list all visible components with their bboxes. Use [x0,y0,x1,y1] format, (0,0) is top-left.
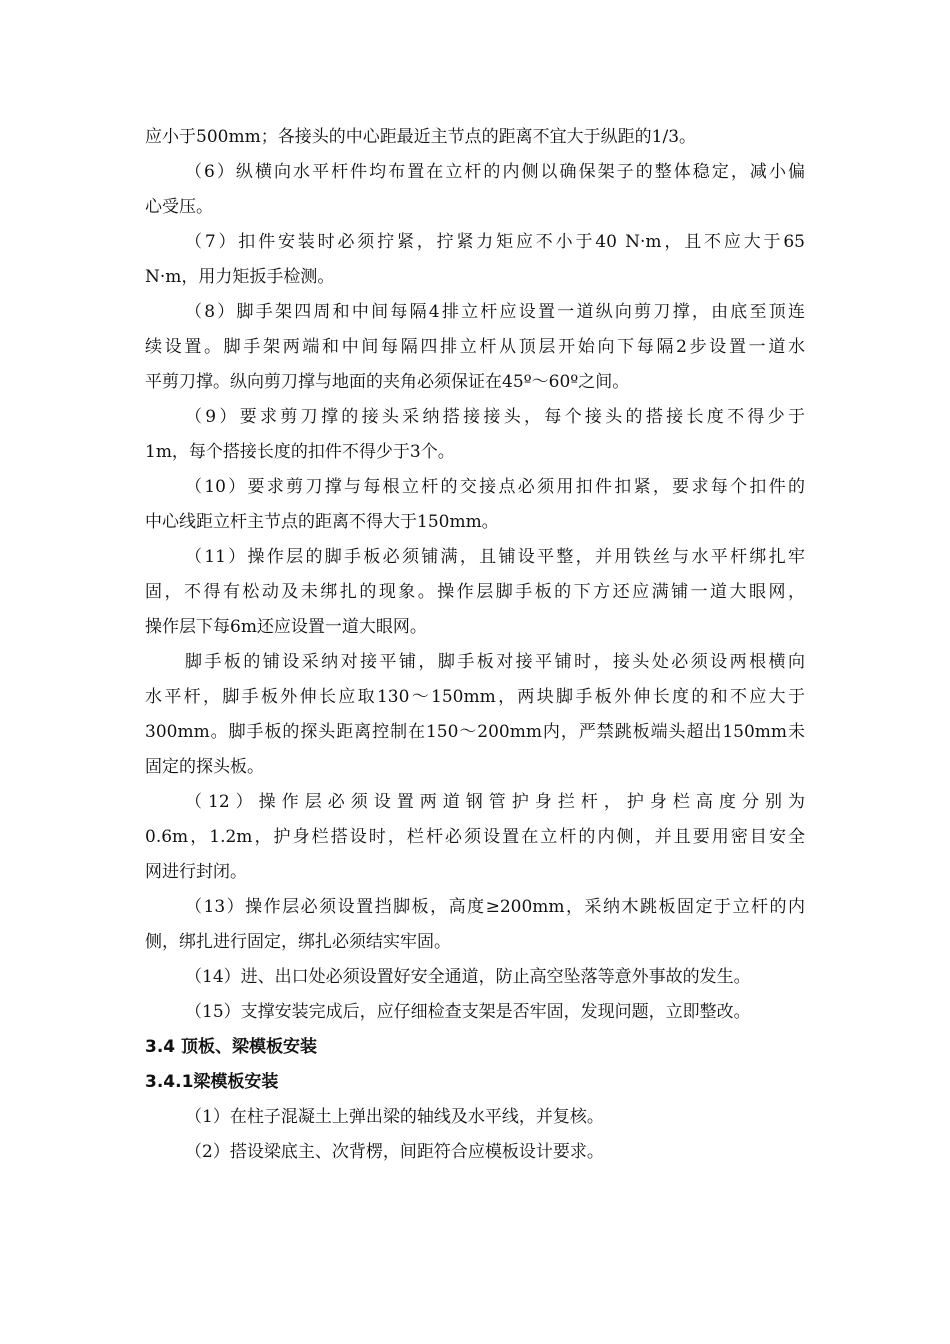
text-line: （10）要求剪刀撑与每根立杆的交接点必须用扣件扣紧，要求每个扣件的 [185,477,805,497]
text-line: （1）在柱子混凝土上弹出梁的轴线及水平线，并复核。 [185,1107,604,1127]
text-line: （7）扣件安装时必须拧紧，拧紧力矩应不小于40 N·m，且不应大于65 [185,232,805,252]
text-line: （13）操作层必须设置挡脚板，高度≥200mm，采纳木跳板固定于立杆的内 [185,897,805,917]
subsection-heading: 3.4.1梁模板安装 [145,1072,279,1092]
text-line: 固定的探头板。 [145,757,264,777]
text-line: 网进行封闭。 [145,862,247,882]
text-line: （12）操作层必须设置两道钢管护身拦杆，护身栏高度分别为 [185,792,805,812]
text-line: 侧，绑扎进行固定，绑扎必须结实牢固。 [145,932,451,952]
text-line: （14）进、出口处必须设置好安全通道，防止高空坠落等意外事故的发生。 [185,967,751,987]
text-line: 中心线距立杆主节点的距离不得大于150mm。 [145,512,499,532]
text-line: 固，不得有松动及未绑扎的现象。操作层脚手板的下方还应满铺一道大眼网， [145,582,805,602]
text-line: 1m，每个搭接长度的扣件不得少于3个。 [145,442,455,462]
text-line: 操作层下每6m还应设置一道大眼网。 [145,617,427,637]
text-line: 平剪刀撑。纵向剪刀撑与地面的夹角必须保证在45º～60º之间。 [145,372,630,392]
text-line: 心受压。 [145,197,213,217]
text-line: （15）支撑安装完成后，应仔细检查支架是否牢固，发现问题，立即整改。 [185,1002,751,1022]
text-line: （6）纵横向水平杆件均布置在立杆的内侧以确保架子的整体稳定，减小偏 [185,162,805,182]
text-line: 应小于500mm；各接头的中心距最近主节点的距离不宜大于纵距的1/3。 [145,127,697,147]
text-line: 水平杆，脚手板外伸长应取130～150mm，两块脚手板外伸长度的和不应大于 [145,687,805,707]
document-body [145,120,805,1170]
text-line: 续设置。脚手架两端和中间每隔四排立杆从顶层开始向下每隔2步设置一道水 [145,337,805,357]
section-heading: 3.4 顶板、梁模板安装 [145,1037,318,1057]
text-line: 300mm。脚手板的探头距离控制在150～200mm内，严禁跳板端头超出150mm未 [145,722,805,742]
text-line: N·m，用力矩扳手检测。 [145,267,335,287]
text-line: 0.6m，1.2m，护身栏搭设时，栏杆必须设置在立杆的内侧，并且要用密目安全 [145,827,805,847]
text-line: （8）脚手架四周和中间每隔4排立杆应设置一道纵向剪刀撑，由底至顶连 [185,302,805,322]
text-line: 脚手板的铺设采纳对接平铺，脚手板对接平铺时，接头处必须设两根横向 [185,652,805,672]
text-line: （9）要求剪刀撑的接头采纳搭接接头，每个接头的搭接长度不得少于 [185,407,805,427]
text-line: （11）操作层的脚手板必须铺满，且铺设平整，并用铁丝与水平杆绑扎牢 [185,547,805,567]
text-line: （2）搭设梁底主、次背楞，间距符合应模板设计要求。 [185,1142,604,1162]
